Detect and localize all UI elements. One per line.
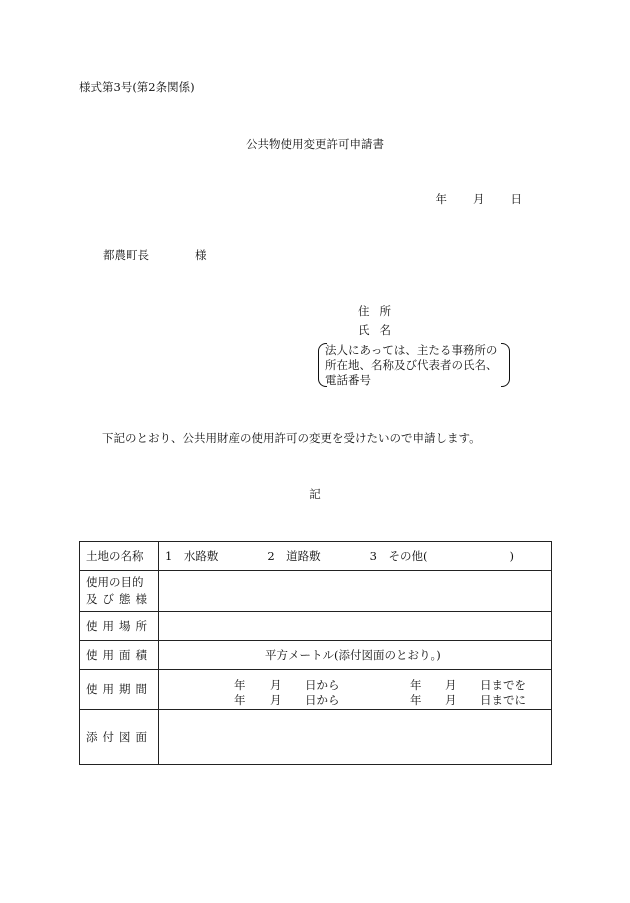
row-area — [80, 641, 552, 670]
location-value[interactable] — [159, 612, 552, 641]
period-end-month: 月 — [445, 677, 457, 692]
application-table — [79, 541, 552, 765]
corporate-note — [318, 343, 510, 387]
period-label: 使 用 期 間 — [80, 670, 159, 710]
addressee — [103, 250, 207, 262]
area-label: 使 用 面 積 — [80, 641, 159, 670]
period-start-day: 日から — [305, 677, 340, 692]
row-period — [80, 670, 552, 710]
option-other-close: ) — [509, 549, 514, 563]
addressee-name: 都農町長 — [103, 248, 149, 262]
land-name-options — [159, 542, 552, 571]
option-waterway: 1 水路敷 — [165, 549, 219, 563]
document-title: 公共物使用変更許可申請書 — [246, 137, 384, 151]
option-other: 3 その他( — [369, 549, 428, 563]
location-label: 使 用 場 所 — [80, 612, 159, 641]
date-day: 日 — [510, 192, 522, 206]
period-new-start-month: 月 — [270, 692, 282, 707]
purpose-label — [80, 571, 159, 612]
row-purpose — [80, 571, 552, 612]
date-month: 月 — [473, 192, 485, 206]
period-new-end-day: 日までに — [480, 692, 526, 707]
period-new-start-day: 日から — [305, 692, 340, 707]
row-land-name — [80, 542, 552, 571]
land-name-label: 土地の名称 — [80, 542, 159, 571]
period-value[interactable] — [159, 670, 552, 710]
period-start-year: 年 — [234, 677, 246, 692]
right-bracket — [501, 343, 510, 387]
row-location — [80, 612, 552, 641]
drawing-value[interactable] — [159, 710, 552, 765]
name-label: 氏名 — [358, 323, 401, 337]
area-value[interactable]: 平方メートル(添付図面のとおり。) — [159, 641, 552, 670]
purpose-value[interactable] — [159, 571, 552, 612]
period-new-end-month: 月 — [445, 692, 457, 707]
period-new-start-year: 年 — [234, 692, 246, 707]
drawing-label: 添 付 図 面 — [80, 710, 159, 765]
purpose-label-line1: 使用の目的 — [86, 575, 144, 590]
statement: 下記のとおり、公共用財産の使用許可の変更を受けたいので申請します。 — [102, 431, 481, 445]
date-line — [436, 194, 523, 206]
corporate-note-line: 電話番号 — [325, 373, 371, 387]
period-end-year: 年 — [410, 677, 422, 692]
purpose-label-line2: 及 び 態 様 — [86, 592, 147, 606]
form-number: 様式第3号(第2条関係) — [79, 80, 195, 94]
ki-heading: 記 — [309, 487, 321, 501]
period-start-month: 月 — [270, 677, 282, 692]
address-label: 住所 — [358, 304, 401, 318]
row-drawing — [80, 710, 552, 765]
date-year: 年 — [435, 192, 447, 206]
addressee-honorific: 様 — [195, 248, 207, 262]
option-road: 2 道路敷 — [267, 549, 321, 563]
corporate-note-line: 所在地、名称及び代表者の氏名、 — [325, 358, 498, 372]
period-end-day: 日までを — [480, 677, 526, 692]
period-new-end-year: 年 — [410, 692, 422, 707]
corporate-note-line: 法人にあっては、主たる事務所の — [325, 343, 498, 357]
